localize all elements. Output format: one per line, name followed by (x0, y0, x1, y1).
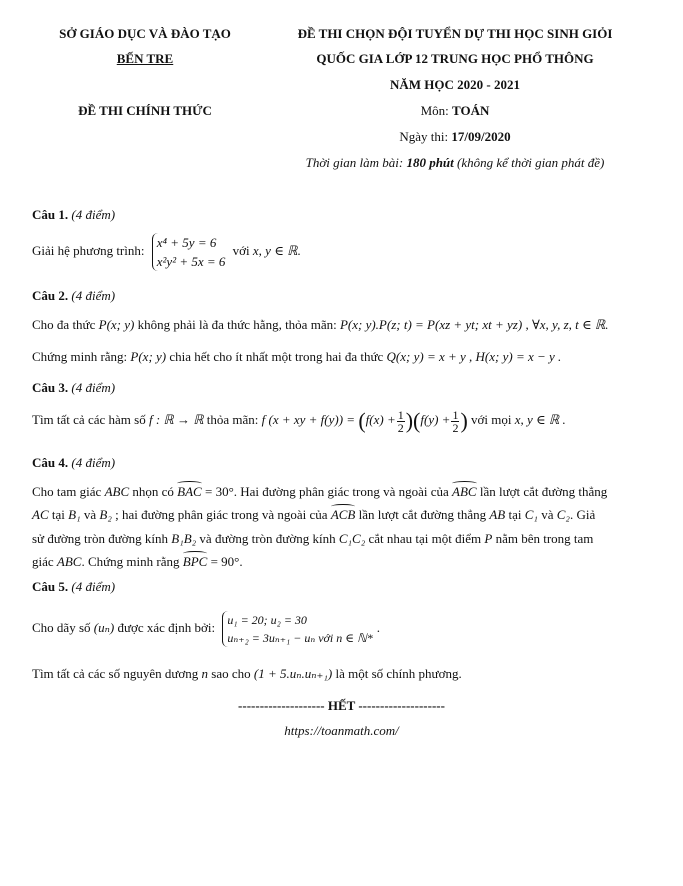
q4-text: giác (32, 554, 54, 569)
exam-title-line2: QUỐC GIA LỚP 12 TRUNG HỌC PHỔ THÔNG (316, 51, 594, 66)
question-2-line2 (32, 349, 561, 365)
question-2-equation: P(x; y).P(z; t) = P(xz + yt; xt + yz) , ∀x, y, z, t ∈ ℝ. (339, 317, 609, 332)
q4-text: nhọn có (132, 484, 174, 499)
subject-value: TOÁN (452, 103, 490, 118)
duration-label: Thời gian làm bài: (305, 155, 404, 170)
q4-text: ; hai đường phân giác trong và ngoài của (115, 507, 328, 522)
question-3-mid: thỏa mãn: (206, 411, 259, 427)
question-2-line2-mid: chia hết cho ít nhất một trong hai đa thức (169, 349, 384, 364)
province-name: BẾN TRE (116, 51, 174, 66)
q4-text: và (83, 507, 97, 522)
question-5-points: (4 điểm) (71, 579, 116, 594)
question-4-line2 (32, 507, 595, 523)
q5-expression: (1 + 5.uₙ.uₙ₊₁) (253, 666, 333, 681)
question-1-eq2: x²y² + 5x = 6 (156, 254, 226, 269)
question-3-lead: Tìm tất cả các hàm số (32, 411, 146, 427)
q4-text: và (541, 507, 554, 522)
question-3-title: Câu 3. (32, 380, 69, 395)
q4-line-ac: AC (32, 507, 49, 522)
q4-triangle: ABC (104, 484, 130, 499)
question-4-points: (4 điểm) (71, 455, 116, 470)
question-2-title: Câu 2. (32, 288, 69, 303)
q4-text: Cho tam giác (32, 484, 102, 499)
question-3-condition: x, y ∈ ℝ . (514, 411, 566, 427)
school-year: NĂM HỌC 2020 - 2021 (390, 77, 520, 92)
question-5-line2 (32, 666, 462, 682)
exam-date-value: 17/09/2020 (451, 129, 511, 144)
question-1-title: Câu 1. (32, 207, 69, 222)
department-name: SỞ GIÁO DỤC VÀ ĐÀO TẠO (59, 26, 231, 41)
duration-value: 180 phút (406, 155, 454, 170)
question-5-mid: được xác định bởi: (117, 619, 216, 635)
question-4-line3 (32, 531, 593, 547)
exam-date-line (280, 129, 630, 145)
question-1-tail: với (232, 242, 250, 258)
question-5-eq1: u₁ = 20; u₂ = 30 (227, 613, 307, 627)
question-5-recurrence (222, 611, 372, 647)
subject-label: Môn: (420, 103, 449, 118)
question-4-title: Câu 4. (32, 455, 69, 470)
q4-segment-b1b2: B₁B₂ (171, 531, 197, 546)
question-4-line1 (32, 484, 607, 500)
question-3-factor1: f(x) + (365, 411, 396, 427)
fraction-numerator: 1 (397, 407, 404, 422)
question-5-line1 (32, 611, 380, 647)
question-1-eq1: x⁴ + 5y = 6 (156, 235, 217, 250)
q4-text: lần lượt cắt đường thẳng (479, 484, 608, 499)
question-3-lhs: f (x + xy + f(y)) = (261, 411, 356, 427)
q4-point-p: P (484, 531, 493, 546)
q4-text: nằm bên trong tam (495, 531, 594, 546)
question-3-points: (4 điểm) (71, 380, 116, 395)
question-4-heading (32, 455, 115, 471)
question-1-condition: x, y ∈ ℝ (252, 242, 298, 258)
official-exam-label: ĐỀ THI CHÍNH THỨC (78, 103, 212, 118)
q4-angle-bpc: BPC (182, 554, 208, 569)
question-2-line2-lead: Chứng minh rằng: (32, 349, 128, 364)
q4-angle-bac: BAC (177, 484, 202, 499)
question-2-poly-h: H(x; y) = x − y . (475, 349, 562, 364)
question-5-eq2: uₙ₊₂ = 3uₙ₊₁ − uₙ với n ∈ ℕ* (227, 631, 373, 645)
q4-text: tại (508, 507, 522, 522)
exam-duration-line (260, 155, 650, 171)
question-1-end: . (297, 242, 301, 258)
question-2-poly-q: Q(x; y) = x + y , (386, 349, 473, 364)
q5-variable-n: n (201, 666, 209, 681)
fraction-numerator: 1 (452, 407, 459, 422)
q4-text: sử đường tròn đường kính (32, 531, 168, 546)
fraction-denominator: 2 (397, 420, 404, 435)
end-marker: -------------------- HẾT -------------------- (238, 698, 445, 713)
q4-text: . Chứng minh rằng (81, 554, 180, 569)
question-4-line4 (32, 554, 243, 570)
q4-line-ab: AB (489, 507, 506, 522)
question-2-line2-poly: P(x; y) (130, 349, 167, 364)
exam-date-label: Ngày thi: (399, 129, 449, 144)
question-1-system (152, 233, 226, 271)
q4-point-b2: B₂ (99, 507, 112, 522)
source-url[interactable]: https://toanmath.com/ (284, 723, 399, 738)
q4-text: = 90°. (210, 554, 243, 569)
q4-text: . Giả (569, 507, 596, 522)
q4-text: tại (51, 507, 65, 522)
question-3-heading (32, 380, 115, 396)
exam-title-line1: ĐỀ THI CHỌN ĐỘI TUYỂN DỰ THI HỌC SINH GIỎI (297, 26, 613, 41)
q4-point-c1: C₁ (524, 507, 538, 522)
question-2-mid: không phải là đa thức hằng, thỏa mãn: (137, 317, 337, 332)
question-3-factor2: f(y) + (420, 411, 451, 427)
duration-note: (không kể thời gian phát đề) (457, 155, 605, 170)
q5-text: là một số chính phương. (335, 666, 462, 681)
question-2-poly: P(x; y) (98, 317, 135, 332)
q4-text: = 30°. Hai đường phân giác trong và ngoài của (204, 484, 449, 499)
question-2-lead: Cho đa thức (32, 317, 96, 332)
question-2-heading (32, 288, 115, 304)
question-1-body (32, 233, 301, 271)
q4-angle-abc: ABC (452, 484, 477, 499)
question-1-lead: Giải hệ phương trình: (32, 242, 145, 258)
q4-segment-c1c2: C₁C₂ (338, 531, 366, 546)
q4-text: cắt nhau tại một điểm (368, 531, 482, 546)
q5-text: sao cho (211, 666, 251, 681)
q4-angle-acb: ACB (330, 507, 356, 522)
question-3-function: f : ℝ → ℝ (148, 411, 204, 427)
question-5-end: . (376, 619, 380, 635)
question-5-heading (32, 579, 115, 595)
question-3-half-1 (397, 409, 405, 434)
question-2-line1 (32, 317, 608, 333)
q4-point-c2: C₂ (556, 507, 570, 522)
q5-text: Tìm tất cả các số nguyên dương (32, 666, 199, 681)
question-1-heading (32, 207, 115, 223)
question-3-tail: với mọi (471, 411, 512, 427)
subject-line (280, 103, 630, 119)
question-5-lead: Cho dãy số (32, 619, 91, 635)
question-5-sequence: (uₙ) (93, 619, 115, 635)
question-1-points: (4 điểm) (71, 207, 116, 222)
question-5-title: Câu 5. (32, 579, 69, 594)
question-3-half-2 (451, 409, 459, 434)
question-3-body: Tìm tất cả các hàm số f : ℝ → ℝ thỏa mãn: f (x + xy + f(y)) = (f(x) + $\frac{1}{2}$ )(f(y) + $\frac{1}{2}$ ) với mọi x, y ∈ ℝ . (32, 407, 566, 435)
question-2-points: (4 điểm) (71, 288, 116, 303)
q4-point-b1: B₁ (68, 507, 81, 522)
q4-triangle: ABC (56, 554, 82, 569)
q4-text: lần lượt cắt đường thẳng (358, 507, 487, 522)
q4-text: và đường tròn đường kính (199, 531, 336, 546)
fraction-denominator: 2 (452, 420, 459, 435)
